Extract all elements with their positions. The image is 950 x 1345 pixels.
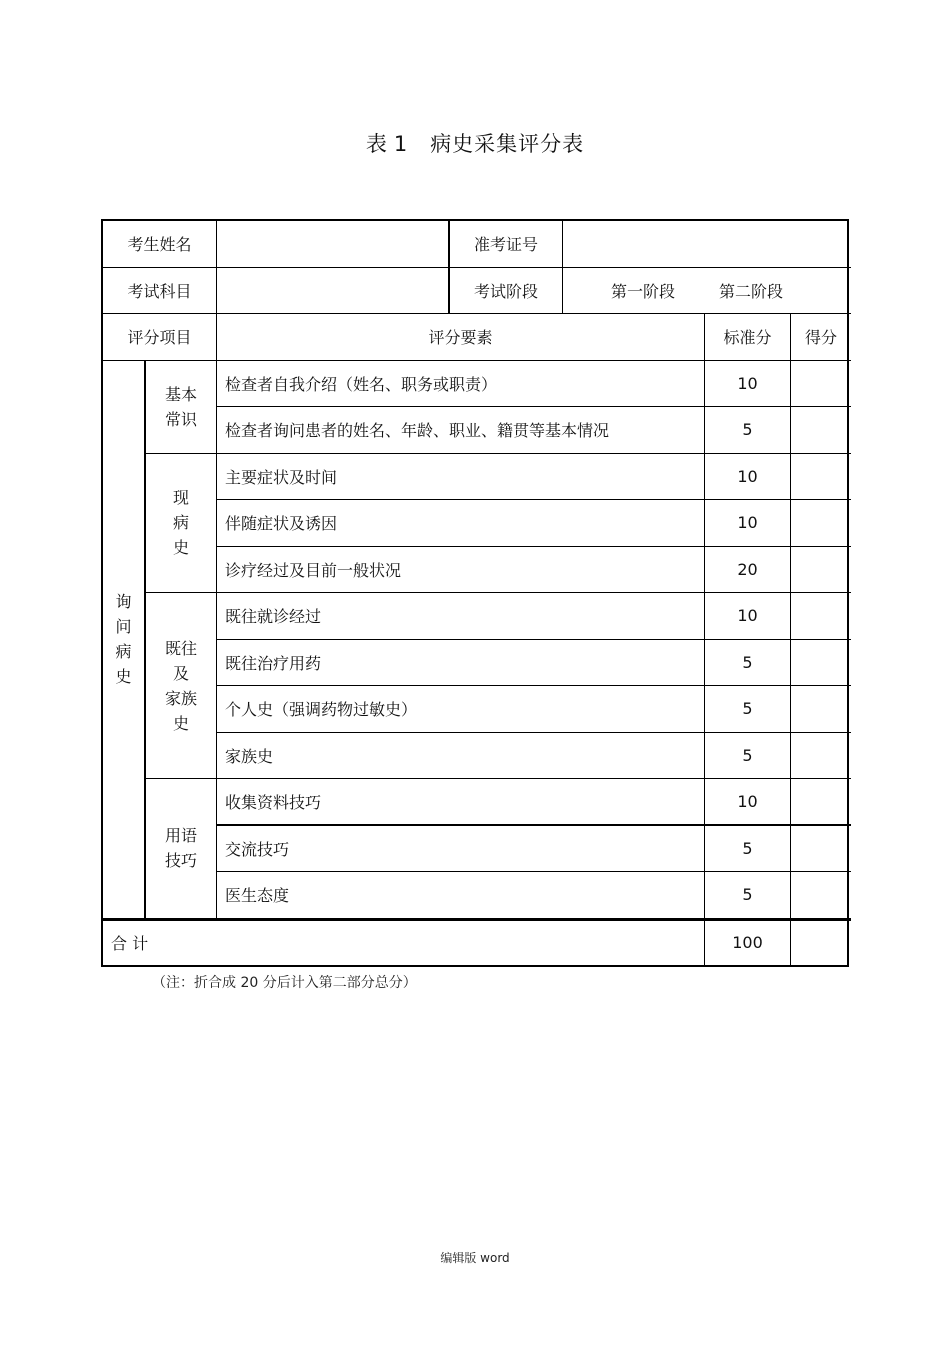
score-field-row-4[interactable]: [791, 500, 851, 547]
category-label: 询 问 病 史: [115, 592, 132, 686]
group-skills: [146, 779, 217, 919]
title-prefix: 表: [365, 132, 388, 156]
element-row-11: 交流技巧: [217, 826, 705, 873]
points-row-1: 10: [705, 361, 791, 408]
standard-header: 标准分: [705, 314, 791, 361]
score-field-row-8[interactable]: [791, 686, 851, 733]
title-number: 1: [393, 132, 409, 156]
element-row-1: 检查者自我介绍（姓名、职务或职责）: [217, 361, 705, 408]
score-field-row-1[interactable]: [791, 361, 851, 408]
group-skills-line-1: 用语: [164, 826, 197, 846]
item-header: 评分项目: [103, 314, 217, 361]
group-history-line-4: 史: [172, 713, 189, 733]
score-field-row-11[interactable]: [791, 826, 851, 873]
exam-id-field[interactable]: [563, 221, 851, 268]
stage-two-option[interactable]: 第二阶段: [719, 281, 784, 301]
stage-options: [563, 268, 851, 315]
stage-label: 考试阶段: [450, 268, 563, 315]
points-row-2: 5: [705, 407, 791, 454]
points-row-10: 10: [705, 779, 791, 826]
total-label: 合 计: [103, 919, 705, 966]
element-row-10: 收集资料技巧: [217, 779, 705, 826]
title-text: 病史采集评分表: [430, 132, 585, 156]
group-history-line-1: 既往: [164, 638, 197, 658]
candidate-name-label: 考生姓名: [103, 221, 217, 268]
group-present-line-1: 现: [172, 488, 189, 508]
element-row-8: 个人史（强调药物过敏史）: [217, 686, 705, 733]
group-present-line-2: 病: [172, 513, 189, 533]
element-row-12: 医生态度: [217, 872, 705, 919]
element-header: 评分要素: [217, 314, 705, 361]
points-row-3: 10: [705, 454, 791, 501]
points-row-12: 5: [705, 872, 791, 919]
points-row-9: 5: [705, 733, 791, 780]
element-row-5: 诊疗经过及目前一般状况: [217, 547, 705, 594]
stage-one-option[interactable]: 第一阶段: [611, 281, 676, 301]
element-row-2: 检查者询问患者的姓名、年龄、职业、籍贯等基本情况: [217, 407, 705, 454]
points-row-6: 10: [705, 593, 791, 640]
subject-label: 考试科目: [103, 268, 217, 315]
category-cell: [103, 361, 146, 919]
candidate-name-field[interactable]: [217, 221, 450, 268]
points-row-11: 5: [705, 826, 791, 873]
score-field-row-9[interactable]: [791, 733, 851, 780]
group-basic-line-2: 常识: [164, 409, 197, 429]
score-field-row-7[interactable]: [791, 640, 851, 687]
total-score-field[interactable]: [791, 919, 851, 966]
exam-id-label: 准考证号: [450, 221, 563, 268]
group-basic-line-1: 基本: [164, 384, 197, 404]
group-history: [146, 593, 217, 779]
element-row-3: 主要症状及时间: [217, 454, 705, 501]
element-row-6: 既往就诊经过: [217, 593, 705, 640]
footnote: （注：折合成 20 分后计入第二部分总分）: [152, 975, 417, 991]
group-skills-line-2: 技巧: [164, 851, 197, 871]
subject-field[interactable]: [217, 268, 450, 315]
points-row-5: 20: [705, 547, 791, 594]
group-history-line-2: 及: [172, 663, 189, 683]
points-row-7: 5: [705, 640, 791, 687]
element-row-7: 既往治疗用药: [217, 640, 705, 687]
points-row-8: 5: [705, 686, 791, 733]
page-footer: 编辑版 word: [440, 1251, 510, 1265]
score-field-row-3[interactable]: [791, 454, 851, 501]
group-basic: [146, 361, 217, 454]
score-header: 得分: [791, 314, 851, 361]
group-history-line-3: 家族: [164, 688, 197, 708]
group-present: [146, 454, 217, 594]
score-field-row-12[interactable]: [791, 872, 851, 919]
score-field-row-5[interactable]: [791, 547, 851, 594]
total-points: 100: [705, 919, 791, 966]
group-present-line-3: 史: [172, 538, 189, 558]
score-field-row-2[interactable]: [791, 407, 851, 454]
score-field-row-10[interactable]: [791, 779, 851, 826]
scoring-table: [101, 219, 849, 967]
element-row-4: 伴随症状及诱因: [217, 500, 705, 547]
element-row-9: 家族史: [217, 733, 705, 780]
points-row-4: 10: [705, 500, 791, 547]
score-field-row-6[interactable]: [791, 593, 851, 640]
page-title: [0, 128, 950, 158]
